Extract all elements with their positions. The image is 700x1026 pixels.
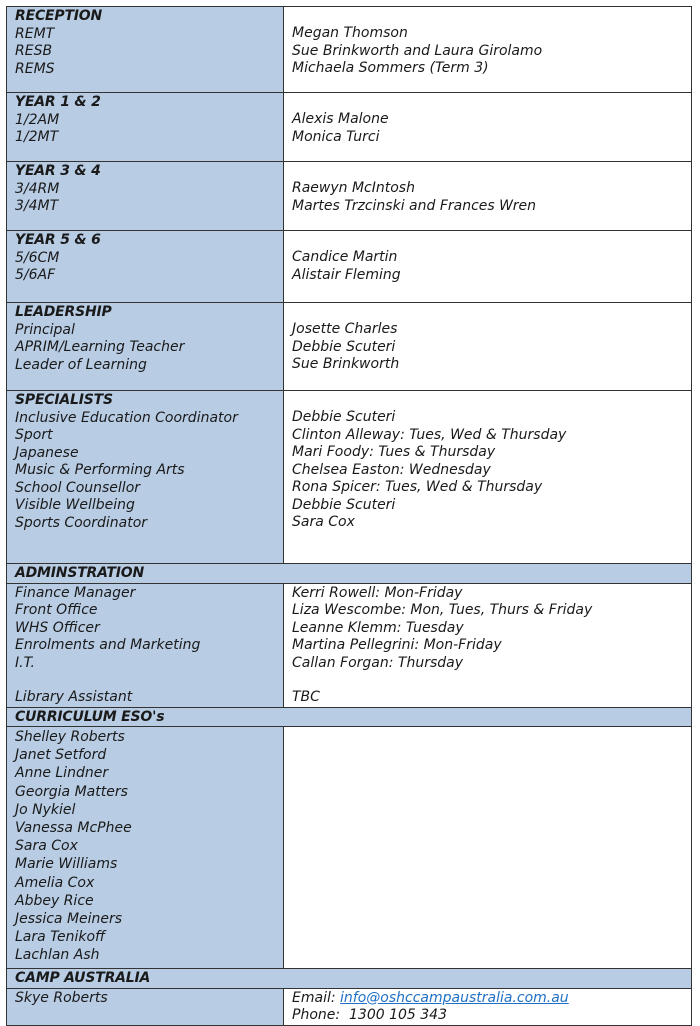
staff-name: Monica Turci: [292, 128, 380, 145]
section-staff-cell: [284, 391, 692, 564]
class-or-role-label: School Counsellor: [15, 479, 141, 496]
admin-staff-name: Kerri Rowell: Mon-Friday: [292, 584, 463, 601]
eso-name: Jessica Meiners: [15, 911, 123, 928]
section-row-specialists: [7, 391, 692, 564]
eso-name: Shelley Roberts: [15, 729, 125, 745]
eso-empty-cell: [284, 727, 692, 969]
admin-staff-name: Liza Wescombe: Mon, Tues, Thurs & Friday: [292, 602, 593, 618]
eso-name: Sara Cox: [15, 838, 78, 855]
eso-name: Anne Lindner: [15, 765, 109, 782]
section-staff-cell: [284, 303, 692, 391]
eso-name: Georgia Matters: [15, 783, 128, 800]
section-label-cell: [7, 93, 284, 162]
class-or-role-label: REMT: [15, 25, 55, 42]
section-label-cell: [7, 391, 284, 564]
staff-name: Martes Trzcinski and Frances Wren: [292, 197, 536, 214]
section-row-year12: [7, 93, 692, 162]
section-heading-year56: YEAR 5 & 6: [15, 232, 101, 248]
section-heading-camp-australia: CAMP AUSTRALIA: [15, 970, 151, 986]
class-or-role-label: 1/2AM: [15, 111, 60, 128]
admin-heading-row: [7, 564, 692, 584]
class-or-role-label: Sport: [15, 427, 53, 443]
camp-phone-line: [292, 1007, 683, 1025]
eso-row: [7, 727, 692, 969]
class-or-role-label: Music & Performing Arts: [15, 462, 185, 478]
section-heading-reception: RECEPTION: [15, 8, 103, 24]
eso-name: Lachlan Ash: [15, 947, 100, 964]
section-label-cell: [7, 303, 284, 391]
class-or-role-label: RESB: [15, 43, 53, 59]
section-staff-cell: [284, 93, 692, 162]
class-or-role-label: Principal: [15, 321, 75, 338]
section-staff-cell: [284, 7, 692, 93]
camp-row: [7, 988, 692, 1025]
staff-name: Mari Foody: Tues & Thursday: [292, 444, 496, 460]
section-label-cell: [7, 231, 284, 303]
section-staff-cell: [284, 162, 692, 231]
eso-name: Abbey Rice: [15, 892, 94, 909]
admin-staff-name: Martina Pellegrini: Mon-Friday: [292, 637, 502, 653]
class-or-role-label: Inclusive Education Coordinator: [15, 409, 238, 426]
section-heading-curriculum-esos: CURRICULUM ESO's: [15, 708, 165, 725]
section-row-reception: [7, 7, 692, 93]
staff-name: Alexis Malone: [292, 111, 389, 127]
staff-directory-table: [6, 6, 692, 1026]
section-heading-leadership: LEADERSHIP: [15, 304, 112, 320]
camp-email-line: [292, 990, 683, 1008]
admin-role-label: I.T.: [15, 654, 35, 671]
staff-name: Rona Spicer: Tues, Wed & Thursday: [292, 479, 543, 495]
class-or-role-label: 3/4MT: [15, 198, 59, 214]
admin-role-label: Enrolments and Marketing: [15, 637, 201, 653]
admin-staff-name: Callan Forgan: Thursday: [292, 654, 464, 671]
staff-name: Debbie Scuteri: [292, 409, 396, 425]
staff-name: Sara Cox: [292, 514, 355, 530]
staff-name: Megan Thomson: [292, 25, 408, 41]
phone-number: 1300 105 343: [349, 1007, 447, 1023]
camp-heading-row: [7, 969, 692, 989]
admin-row: [7, 583, 692, 707]
section-row-year34: [7, 162, 692, 231]
admin-role-label: WHS Officer: [15, 619, 100, 636]
staff-name: Michaela Sommers (Term 3): [292, 60, 489, 76]
staff-name: Debbie Scuteri: [292, 338, 396, 355]
class-or-role-label: Japanese: [15, 444, 79, 461]
section-heading-year12: YEAR 1 & 2: [15, 94, 101, 110]
class-or-role-label: REMS: [15, 60, 55, 77]
email-label: Email:: [292, 989, 336, 1006]
admin-staff-name: Leanne Klemm: Tuesday: [292, 619, 464, 636]
phone-label: Phone:: [292, 1007, 341, 1023]
eso-name: Marie Williams: [15, 856, 118, 873]
eso-name: Amelia Cox: [15, 874, 95, 891]
eso-names-cell: [7, 727, 284, 969]
staff-name: Sue Brinkworth: [292, 356, 400, 372]
class-or-role-label: 1/2MT: [15, 129, 59, 145]
camp-email-link[interactable]: info@oshccampaustralia.com.au: [340, 989, 569, 1006]
eso-name: Janet Setford: [15, 747, 107, 764]
staff-name: Clinton Alleway: Tues, Wed & Thursday: [292, 426, 567, 443]
section-heading-specialists: SPECIALISTS: [15, 392, 113, 408]
class-or-role-label: APRIM/Learning Teacher: [15, 339, 185, 355]
staff-name: Raewyn McIntosh: [292, 180, 415, 196]
class-or-role-label: Leader of Learning: [15, 356, 147, 373]
admin-role-label: Front Office: [15, 602, 98, 618]
section-row-leadership: [7, 303, 692, 391]
admin-roles-cell: [7, 583, 284, 707]
section-heading-year34: YEAR 3 & 4: [15, 163, 101, 179]
class-or-role-label: 5/6CM: [15, 249, 60, 266]
admin-role-label: Library Assistant: [15, 689, 133, 705]
eso-heading-row: [7, 707, 692, 727]
admin-staff-name: TBC: [292, 689, 320, 705]
section-label-cell: [7, 162, 284, 231]
staff-name: Sue Brinkworth and Laura Girolamo: [292, 42, 543, 59]
class-or-role-label: Sports Coordinator: [15, 514, 148, 531]
class-or-role-label: Visible Wellbeing: [15, 497, 135, 513]
staff-name: Alistair Fleming: [292, 266, 401, 283]
section-row-year56: [7, 231, 692, 303]
eso-name: Lara Tenikoff: [15, 929, 106, 946]
admin-staff-name: [292, 672, 683, 689]
section-staff-cell: [284, 231, 692, 303]
admin-role-label: [15, 672, 275, 689]
class-or-role-label: 5/6AF: [15, 267, 56, 283]
staff-name: Josette Charles: [292, 321, 398, 337]
eso-name: Vanessa McPhee: [15, 820, 132, 837]
section-heading-administration: ADMINSTRATION: [15, 565, 144, 581]
staff-name: Candice Martin: [292, 249, 398, 265]
admin-staff-cell: [284, 583, 692, 707]
staff-name: Debbie Scuteri: [292, 496, 396, 513]
eso-name: Jo Nykiel: [15, 801, 76, 818]
admin-role-label: Finance Manager: [15, 584, 136, 601]
staff-name: Chelsea Easton: Wednesday: [292, 461, 491, 478]
class-or-role-label: 3/4RM: [15, 180, 60, 197]
section-label-cell: [7, 7, 284, 93]
camp-contact-name: Skye Roberts: [15, 989, 108, 1006]
